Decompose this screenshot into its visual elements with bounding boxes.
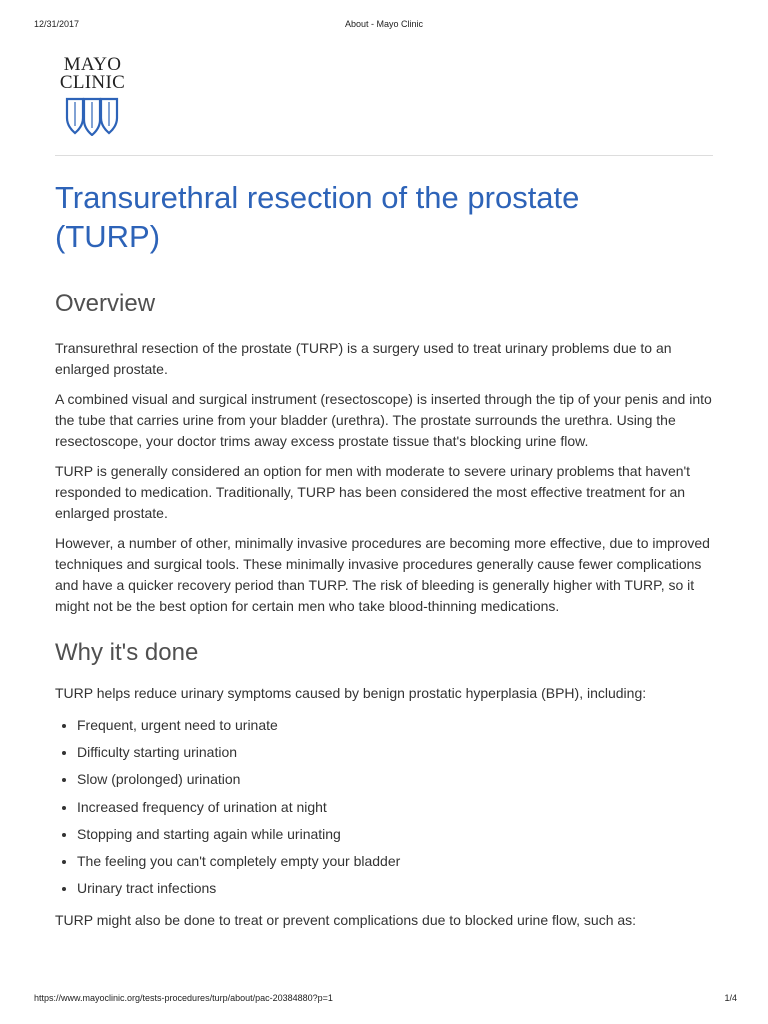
list-item: • Slow (prolonged) urination <box>77 769 715 790</box>
logo-text-clinic: CLINIC <box>59 72 126 93</box>
article-content <box>55 178 715 931</box>
list-item: • Difficulty starting urination <box>77 742 715 763</box>
overview-paragraph-4: However, a number of other, minimally invasive procedures are becoming more effective, due to improved techniques and surgical tools. These minimally invasive procedures generally cause fewer complications and have a quicker recovery period than TURP. The risk of bleeding is generally higher with TURP, so it might not be the best option for certain men who take blood-thinning medications. <box>55 535 710 614</box>
mayo-clinic-logo[interactable] <box>55 56 130 140</box>
print-page-title: About - Mayo Clinic <box>344 19 424 29</box>
section-heading-overview: Overview <box>55 290 156 317</box>
list-item: • The feeling you can't completely empty your bladder <box>77 851 715 872</box>
print-footer <box>0 993 768 1005</box>
list-item: • Increased frequency of urination at night <box>77 797 715 818</box>
list-item: • Stopping and starting again while urinating <box>77 824 715 845</box>
header-divider <box>55 155 713 156</box>
list-item: • Frequent, urgent need to urinate <box>77 715 715 736</box>
logo-text-mayo: MAYO <box>63 54 122 75</box>
list-item: • Urinary tract infections <box>77 878 715 899</box>
overview-paragraph-2: A combined visual and surgical instrument (resectoscope) is inserted through the tip of your penis and into the tube that carries urine from your bladder (urethra). The prostate surrounds the urethra. Using the resectoscope, your doctor trims away excess prostate tissue that's blocking urine flow. <box>55 391 712 449</box>
why-outro: TURP might also be done to treat or prevent complications due to blocked urine flow, such as: <box>55 912 637 929</box>
symptom-list <box>55 715 715 899</box>
section-heading-why-its-done: Why it's done <box>55 639 199 666</box>
print-date: 12/31/2017 <box>34 19 80 29</box>
article-title: Transurethral resection of the prostate (TURP) <box>55 180 580 254</box>
print-url: https://www.mayoclinic.org/tests-procedures/turp/about/pac-20384880?p=1 <box>34 993 333 1003</box>
three-shields-icon <box>65 96 119 136</box>
why-intro: TURP helps reduce urinary symptoms caused by benign prostatic hyperplasia (BPH), including: <box>55 685 647 701</box>
print-header <box>0 19 768 31</box>
overview-paragraph-3: TURP is generally considered an option for men with moderate to severe urinary problems that haven't responded to medication. Traditionally, TURP has been considered the most effective treatment for an enlarged prostate. <box>55 463 691 521</box>
overview-paragraph-1: Transurethral resection of the prostate (TURP) is a surgery used to treat urinary problems due to an enlarged prostate. <box>55 340 672 377</box>
print-page-number: 1/4 <box>724 993 737 1003</box>
